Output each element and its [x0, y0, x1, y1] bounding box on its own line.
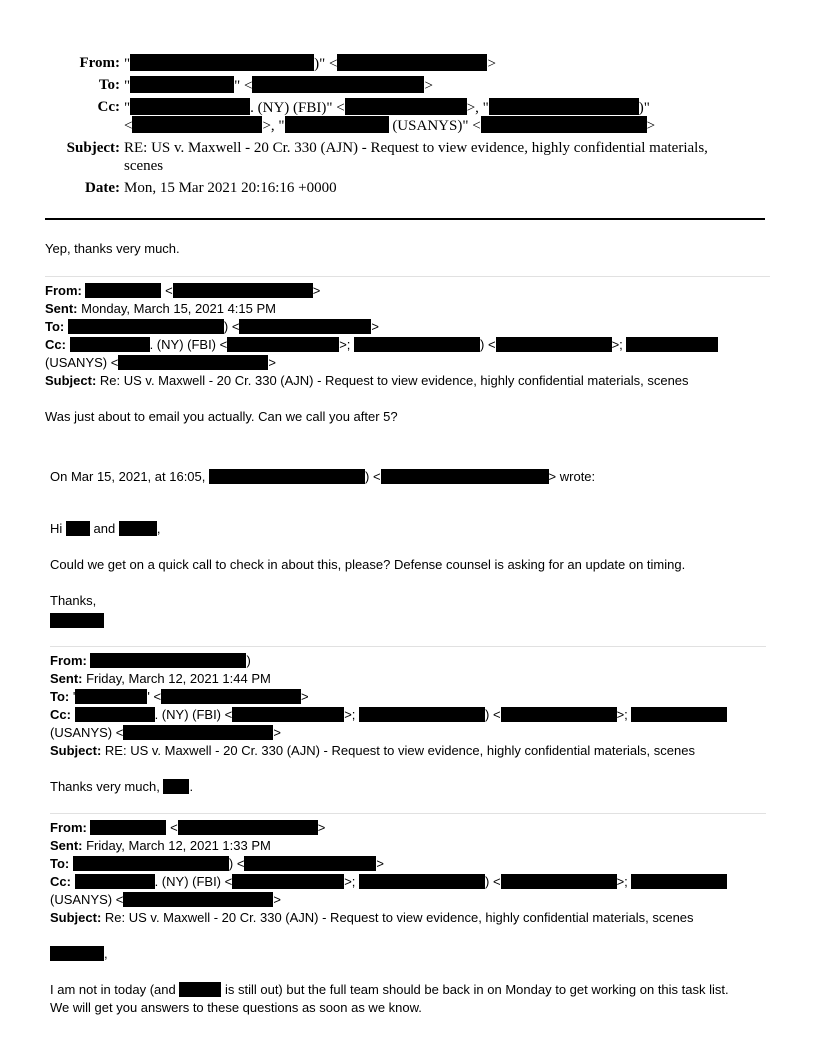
msg2-from: From: ) — [50, 653, 251, 668]
redaction — [50, 613, 104, 628]
msg2-body-end: . — [189, 779, 194, 794]
redaction — [631, 707, 727, 722]
msg3-body-line2: We will get you answers to these questions as soon as we know. — [50, 1000, 422, 1015]
sent-value: Monday, March 15, 2021 4:15 PM — [77, 301, 276, 316]
from-label: From: — [50, 653, 87, 668]
msg2-cc-cont: (USANYS) < > — [50, 725, 281, 740]
msg2-body — [50, 778, 193, 796]
msg3-body-text-cont: is still out) but the full team should be back in on Monday to get working on this task list. — [221, 982, 729, 997]
redaction — [163, 779, 189, 794]
header-to-value: " " < > — [124, 78, 433, 94]
redaction — [130, 98, 250, 115]
redaction — [227, 337, 339, 352]
subject-value: RE: US v. Maxwell - 20 Cr. 330 (AJN) - Request to view evidence, highly confidential materials, scenes — [101, 743, 695, 758]
redaction — [118, 355, 268, 370]
redaction — [345, 98, 467, 115]
sent-value: Friday, March 12, 2021 1:44 PM — [82, 671, 271, 686]
header-subject-label: Subject: — [66, 140, 120, 156]
redaction — [85, 283, 161, 298]
sent-value: Friday, March 12, 2021 1:33 PM — [82, 838, 271, 853]
subject-label: Subject: — [45, 373, 97, 388]
msg3-body-line1 — [50, 981, 729, 999]
cc-usanys-text: (USANYS) < — [45, 355, 119, 370]
header-cc-line2: < >, " (USANYS)" < > — [124, 118, 656, 134]
reply-text: Yep, thanks very much. — [45, 241, 180, 256]
msg1-from: From: < > — [45, 283, 321, 298]
message-divider — [50, 646, 766, 647]
subject-label: Subject: — [50, 910, 102, 925]
from-label: From: — [50, 820, 87, 835]
cc-label: Cc: — [45, 337, 66, 352]
redaction — [68, 319, 224, 334]
greeting-and: and — [89, 521, 119, 536]
quote-thanks: Thanks, — [50, 593, 97, 608]
to-label: To: — [50, 689, 70, 704]
redaction — [285, 116, 389, 133]
redaction — [75, 707, 155, 722]
redaction — [130, 76, 234, 93]
redaction — [209, 469, 365, 484]
quote-signature — [50, 612, 104, 630]
redaction — [359, 707, 485, 722]
msg2-cc: Cc: . (NY) (FBI) < >; ) < >; — [50, 706, 727, 724]
redaction — [66, 521, 90, 536]
message-divider — [45, 276, 770, 277]
redaction — [626, 337, 718, 352]
cc-usanys-text: (USANYS)" < — [388, 118, 481, 134]
redaction — [161, 689, 301, 704]
cc-usanys-text: (USANYS) < — [50, 892, 124, 907]
header-to-label: To: — [98, 77, 120, 93]
cc-usanys-text: (USANYS) < — [50, 725, 124, 740]
quote-intro-end: > wrote: — [548, 469, 596, 484]
redaction — [359, 874, 485, 889]
header-divider — [45, 218, 765, 220]
header-subject-line2: scenes — [124, 158, 164, 174]
redaction — [50, 946, 104, 961]
redaction — [130, 54, 314, 71]
redaction — [75, 689, 147, 704]
redaction — [481, 116, 647, 133]
redaction — [501, 874, 617, 889]
msg1-subject — [45, 372, 689, 390]
redaction — [173, 283, 313, 298]
redaction — [70, 337, 150, 352]
redaction — [381, 469, 549, 484]
header-from-value: " )" < > — [124, 56, 496, 72]
quote-body: Could we get on a quick call to check in about this, please? Defense counsel is asking for an update on timing. — [50, 557, 686, 572]
redaction — [496, 337, 612, 352]
redaction — [123, 892, 273, 907]
redaction — [631, 874, 727, 889]
redaction — [501, 707, 617, 722]
msg3-subject — [50, 909, 694, 927]
header-cc-line1: " . (NY) (FBI)" < >, " )" — [124, 100, 650, 116]
header-from-label: From: — [79, 55, 120, 71]
cc-label: Cc: — [50, 707, 71, 722]
msg1-to: To: ) < > — [45, 319, 380, 334]
redaction — [75, 874, 155, 889]
redaction — [354, 337, 480, 352]
greeting-hi: Hi — [50, 521, 66, 536]
redaction — [132, 116, 262, 133]
quote-intro: On Mar 15, 2021, at 16:05, ) < > wrote: — [50, 469, 596, 484]
redaction — [239, 319, 371, 334]
msg1-sent — [45, 300, 276, 318]
msg2-sent — [50, 670, 271, 688]
msg3-body-text: I am not in today (and — [50, 982, 180, 997]
cc-fbi-text: . (NY) (FBI) < — [154, 707, 233, 722]
redaction — [123, 725, 273, 740]
sent-label: Sent: — [50, 838, 83, 853]
msg1-cc-cont: (USANYS) < > — [45, 355, 276, 370]
redaction — [232, 874, 344, 889]
redaction — [252, 76, 424, 93]
from-label: From: — [45, 283, 82, 298]
msg1-body: Was just about to email you actually. Can we call you after 5? — [45, 409, 398, 424]
msg2-subject — [50, 742, 695, 760]
redaction — [73, 856, 229, 871]
header-date-label: Date: — [85, 180, 120, 196]
msg3-salutation: , — [50, 945, 108, 963]
redaction — [90, 653, 246, 668]
quote-greeting — [50, 520, 160, 538]
redaction — [178, 820, 318, 835]
msg2-to: To: ' ' < > — [50, 689, 309, 704]
msg3-sent — [50, 837, 271, 855]
msg3-cc: Cc: . (NY) (FBI) < >; ) < >; — [50, 873, 727, 891]
greeting-comma: , — [156, 521, 161, 536]
message-divider — [50, 813, 766, 814]
redaction — [337, 54, 487, 71]
cc-fbi-text: . (NY) (FBI) < — [154, 874, 233, 889]
msg2-body-text: Thanks very much, — [50, 779, 164, 794]
cc-fbi-text: . (NY) (FBI) < — [149, 337, 228, 352]
cc-label: Cc: — [50, 874, 71, 889]
msg3-cc-cont: (USANYS) < > — [50, 892, 281, 907]
cc-fbi-text: . (NY) (FBI)" < — [250, 100, 345, 116]
subject-label: Subject: — [50, 743, 102, 758]
quote-intro-text: On Mar 15, 2021, at 16:05, — [50, 469, 209, 484]
header-date-value: Mon, 15 Mar 2021 20:16:16 +0000 — [124, 180, 337, 196]
msg3-to: To: ) < > — [50, 856, 385, 871]
redaction — [119, 521, 157, 536]
subject-value: Re: US v. Maxwell - 20 Cr. 330 (AJN) - Request to view evidence, highly confidential materials, scenes — [96, 373, 689, 388]
sent-label: Sent: — [50, 671, 83, 686]
msg3-from: From: < > — [50, 820, 326, 835]
sent-label: Sent: — [45, 301, 78, 316]
redaction — [489, 98, 639, 115]
redaction — [244, 856, 376, 871]
redaction — [90, 820, 166, 835]
to-label: To: — [50, 856, 70, 871]
subject-value: Re: US v. Maxwell - 20 Cr. 330 (AJN) - Request to view evidence, highly confidential materials, scenes — [101, 910, 694, 925]
header-cc-label: Cc: — [97, 99, 120, 115]
redaction — [179, 982, 221, 997]
to-label: To: — [45, 319, 65, 334]
msg1-cc: Cc: . (NY) (FBI) < >; ) < >; — [45, 336, 718, 354]
header-subject-line1: RE: US v. Maxwell - 20 Cr. 330 (AJN) - Request to view evidence, highly confidential materials, — [124, 140, 708, 156]
redaction — [232, 707, 344, 722]
